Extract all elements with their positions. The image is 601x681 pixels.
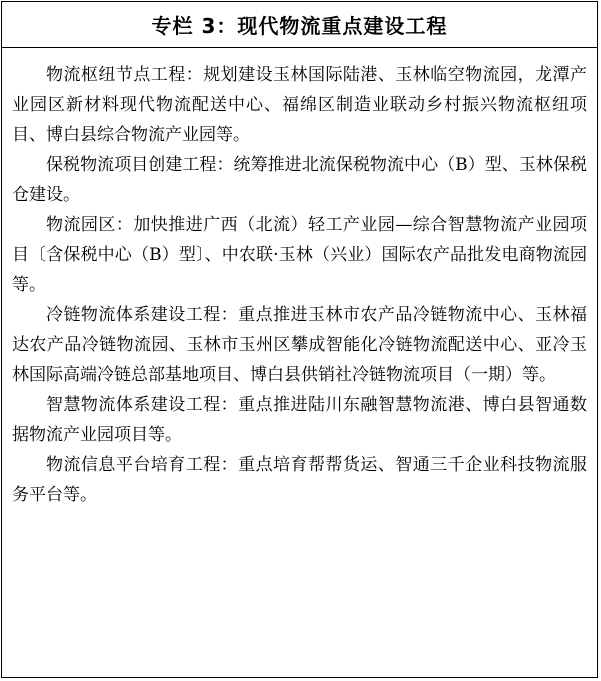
paragraph-bonded-logistics: 保税物流项目创建工程：统筹推进北流保税物流中心（B）型、玉林保税仓建设。 [12,155,587,205]
paragraph-logistics-hub: 物流枢纽节点工程：规划建设玉林国际陆港、玉林临空物流园，龙潭产业园区新材料现代物流配送中心、福绵区制造业联动乡村振兴物流枢纽项目、博白县综合物流产业园等。 [12,65,587,145]
paragraph-info-platform: 物流信息平台培育工程：重点培育帮帮货运、智通三千企业科技物流服务平台等。 [12,455,587,505]
box-content [2,48,597,510]
feature-box [1,1,598,678]
paragraph-logistics-park: 物流园区：加快推进广西（北流）轻工产业园—综合智慧物流产业园项目〔含保税中心（B）型〕、中农联·玉林（兴业）国际农产品批发电商物流园等。 [12,215,587,295]
box-title: 专栏 3：现代物流重点建设工程 [2,2,597,48]
paragraph-cold-chain: 冷链物流体系建设工程：重点推进玉林市农产品冷链物流中心、玉林福达农产品冷链物流园、玉林市玉州区攀成智能化冷链物流配送中心、亚冷玉林国际高端冷链总部基地项目、博白县供销社冷链物流项目（一期）等。 [12,305,587,385]
paragraph-smart-logistics: 智慧物流体系建设工程：重点推进陆川东融智慧物流港、博白县智通数据物流产业园项目等。 [12,395,587,445]
